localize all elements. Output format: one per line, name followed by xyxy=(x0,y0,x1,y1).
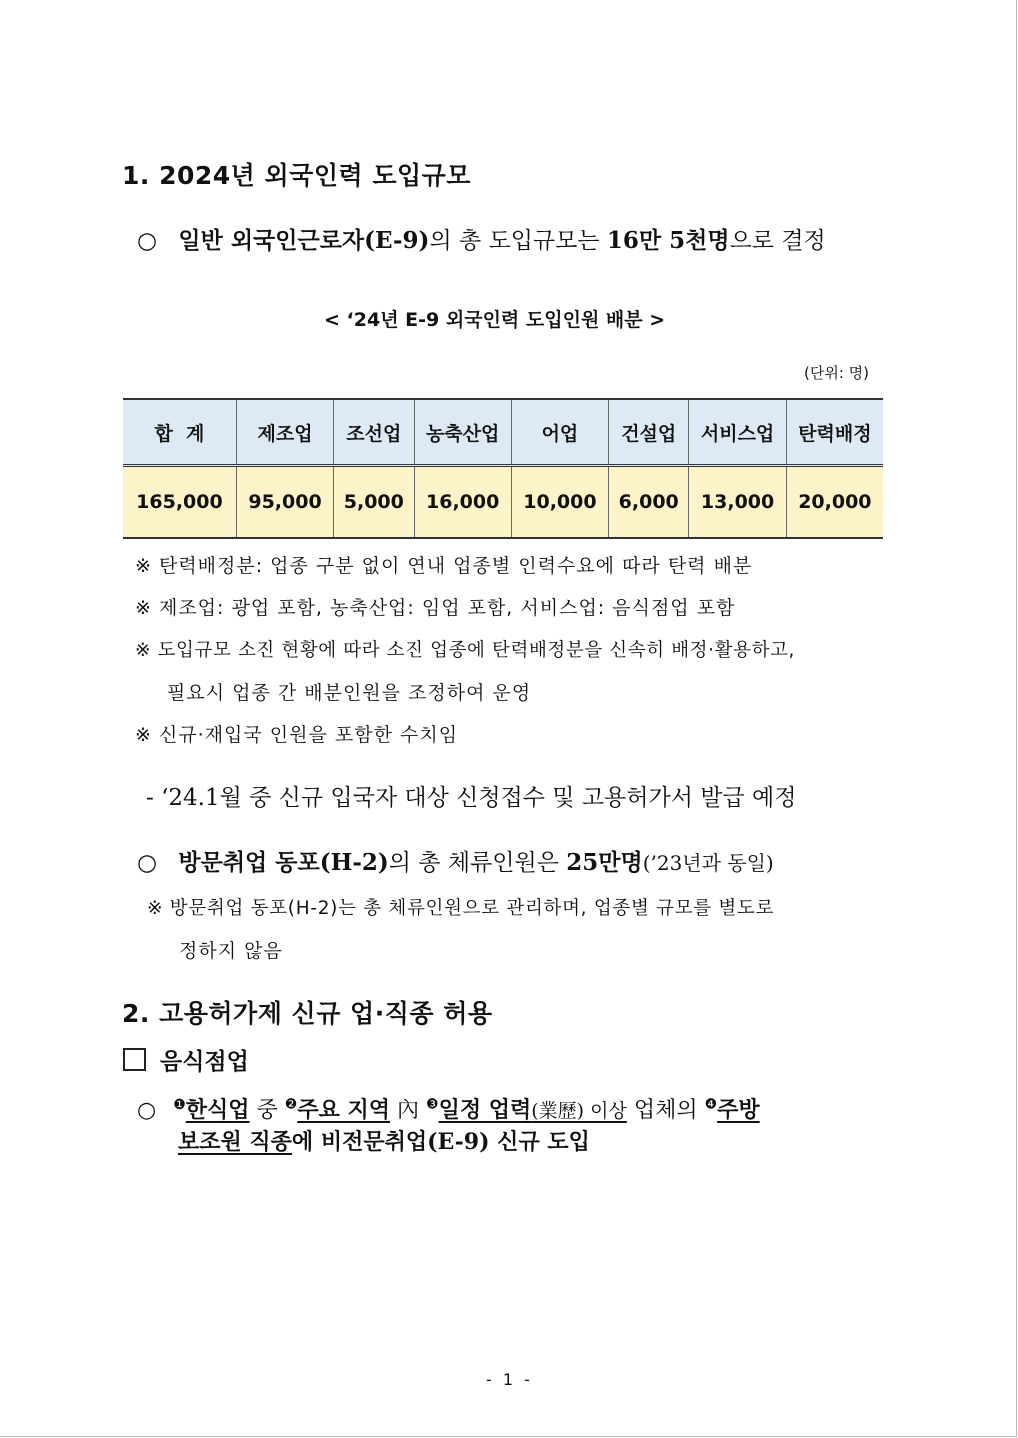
note-flexible: ※ 탄력배정분: 업종 구분 없이 연내 업종별 인력수요에 따라 탄력 배분 xyxy=(135,555,753,577)
subheading-restaurant xyxy=(123,1043,249,1076)
bullet2-amount: 25만명 xyxy=(566,849,643,876)
table-header-row xyxy=(123,399,883,466)
header-total: 합 계 xyxy=(123,399,236,466)
header-shipbuilding: 조선업 xyxy=(334,399,414,466)
value-agriculture: 16,000 xyxy=(414,466,511,539)
allocation-table xyxy=(123,398,883,539)
note-h2-cont: 정하지 않음 xyxy=(179,940,283,962)
header-flexible: 탄력배정 xyxy=(786,399,883,466)
cond-kitchen-assistant: 보조원 직종 xyxy=(178,1129,292,1155)
number-2-icon: ❷ xyxy=(284,1096,298,1113)
word-within: 內 xyxy=(390,1098,427,1123)
bullet2-code: (H-2) xyxy=(319,849,389,876)
bullet1-tail: 으로 결정 xyxy=(729,228,826,254)
value-fishery: 10,000 xyxy=(511,466,608,539)
subheading-label: 음식점업 xyxy=(160,1048,249,1075)
header-manufacturing: 제조업 xyxy=(236,399,333,466)
word-company: 업체의 xyxy=(626,1098,705,1123)
header-construction: 건설업 xyxy=(609,399,689,466)
bullet-marker: ○ xyxy=(137,228,158,254)
note-h2: ※ 방문취업 동포(H-2)는 총 체류인원으로 관리하며, 업종별 규모를 별도로 xyxy=(147,898,775,919)
value-shipbuilding: 5,000 xyxy=(334,466,414,539)
bullet2-subject: 방문취업 동포 xyxy=(178,850,320,876)
bullet1-line xyxy=(137,222,826,255)
cond-kitchen: 주방 xyxy=(717,1097,760,1123)
bullet-marker: ○ xyxy=(137,850,158,876)
checkbox-square-icon xyxy=(123,1048,146,1071)
bullet1-amount: 16만 5천명 xyxy=(606,227,730,254)
table-value-row xyxy=(123,466,883,539)
cond-major-region: 주요 지역 xyxy=(297,1097,391,1123)
bullet-tail: 에 비전문취업(E-9) 신규 도입 xyxy=(291,1129,590,1155)
value-flexible: 20,000 xyxy=(786,466,883,539)
bullet2-tail: (’23년과 동일) xyxy=(642,851,774,875)
note-exhaustion-cont: 필요시 업종 간 배분인원을 조정하여 운영 xyxy=(167,682,532,704)
section2-heading: 2. 고용허가제 신규 업·직종 허용 xyxy=(122,999,493,1028)
table-unit: (단위: 명) xyxy=(804,364,869,382)
bullet1-mid: 의 총 도입규모는 xyxy=(429,228,607,254)
header-service: 서비스업 xyxy=(689,399,786,466)
word-among: 중 xyxy=(249,1098,285,1123)
page-number: - 1 - xyxy=(486,1370,533,1389)
note-reentry: ※ 신규·재입국 인원을 포함한 수치임 xyxy=(135,724,459,746)
bullet2-line xyxy=(137,844,774,877)
section2-bullet-line1 xyxy=(137,1093,760,1124)
bullet2-mid: 의 총 체류인원은 xyxy=(388,850,567,876)
bullet1-subject: 일반 외국인근로자 xyxy=(178,228,365,254)
bullet1-code: (E-9) xyxy=(364,227,430,254)
cond-business-years: 일정 업력 xyxy=(438,1097,532,1123)
section2-bullet-line2 xyxy=(178,1125,590,1156)
note-industries: ※ 제조업: 광업 포함, 농축산업: 임업 포함, 서비스업: 음식점업 포함 xyxy=(135,597,736,619)
schedule-line: - ‘24.1월 중 신규 입국자 대상 신청접수 및 고용허가서 발급 예정 xyxy=(146,785,797,811)
value-service: 13,000 xyxy=(689,466,786,539)
header-agriculture: 농축산업 xyxy=(414,399,511,466)
cond-business-years-tail: (業歷) 이상 xyxy=(531,1100,627,1122)
bullet-marker: ○ xyxy=(137,1098,157,1123)
value-manufacturing: 95,000 xyxy=(236,466,333,539)
section1-heading: 1. 2024년 외국인력 도입규모 xyxy=(122,161,471,190)
number-3-icon: ❸ xyxy=(426,1096,439,1113)
number-1-icon: ❶ xyxy=(173,1096,186,1113)
note-exhaustion: ※ 도입규모 소진 현황에 따라 소진 업종에 탄력배정분을 신속히 배정·활용하고, xyxy=(135,640,795,661)
value-total: 165,000 xyxy=(123,466,236,539)
cond-korean-food: 한식업 xyxy=(185,1097,250,1123)
header-fishery: 어업 xyxy=(511,399,608,466)
table-title: < ‘24년 E-9 외국인력 도입인원 배분 > xyxy=(324,309,666,331)
value-construction: 6,000 xyxy=(609,466,689,539)
number-4-icon: ❹ xyxy=(704,1096,718,1113)
